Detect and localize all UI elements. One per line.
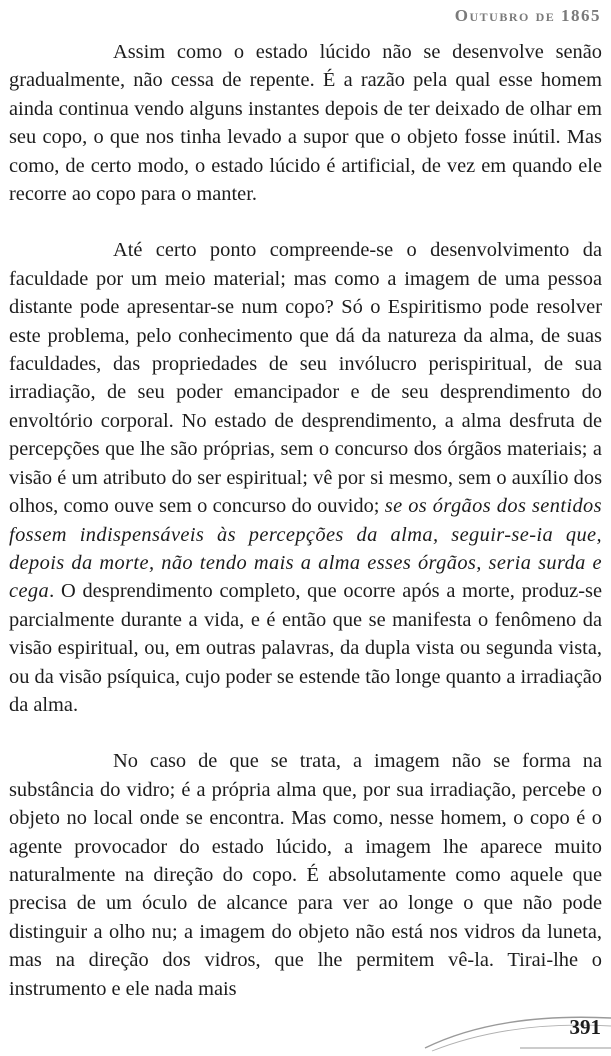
page-footer [0,996,611,1056]
paragraph-1: Assim como o estado lúcido não se desenvolve senão gradualmente, não cessa de repente. É a razão pela qual esse homem ainda continua vendo alguns instantes depois de ter deixado de olhar em seu copo, o que nos tinha levado a supor que o objeto fosse inútil. Mas como, de certo modo, o estado lúcido é artificial, de vez em quando ele recorre ao copo para o manter. [9,41,602,206]
body-text [9,38,602,1003]
footer-swash-ornament [0,996,611,1056]
paragraph-3: No caso de que se trata, a imagem não se forma na substância do vidro; é a própria alma que, por sua irradiação, percebe o objeto no local onde se encontra. Mas como, nesse homem, o copo é o agente provocador do estado lúcido, a imagem lhe aparece muito naturalmente na direção do copo. É absolutamente como aquele que precisa de um óculo de alcance para ver ao longe o que não pode distinguir a olho nu; a imagem do objeto não está nos vidros da luneta, mas na direção dos vidros, que lhe permitem vê-la. Tirai-lhe o instrumento e ele nada mais [9,750,602,1000]
paragraph-2-text-continued: . O desprendimento completo, que ocorre após a morte, produz-se parcialmente durante a vida, e é então que se manifesta o fenômeno da visão espiritual, ou, em outras palavras, da dupla vista ou segunda vista, ou da visão psíquica, cujo poder se estende tão longe quanto a irradiação da alma. [9,580,602,716]
paragraph-2-italic-quote: se os órgãos dos sentidos fossem indispensáveis às percepções da alma, seguir-se-ia que, depois da morte, não tendo mais a alma esses órgãos, seria surda e cega [9,495,602,603]
paragraph-2-text: Até certo ponto compreende-se o desenvolvimento da faculdade por um meio material; mas como a imagem de uma pessoa distante pode apresentar-se num copo? Só o Espiritismo pode resolver este problema, pelo conhecimento que dá da natureza da alma, de suas faculdades, das propriedades de seu invólucro perispiritual, de sua irradiação, de seu poder emancipador e de seu desprendimento do envoltório corporal. No estado de desprendimento, a alma desfruta de percepções que lhe são próprias, sem o concurso dos órgãos materiais; a visão é um atributo do ser espiritual; vê por si mesmo, sem o auxílio dos olhos, como ouve sem o concurso do ouvido; [9,239,602,518]
page-number: 391 [569,1015,601,1039]
running-header: Outubro de 1865 [454,6,601,25]
paragraph-2 [9,236,602,719]
